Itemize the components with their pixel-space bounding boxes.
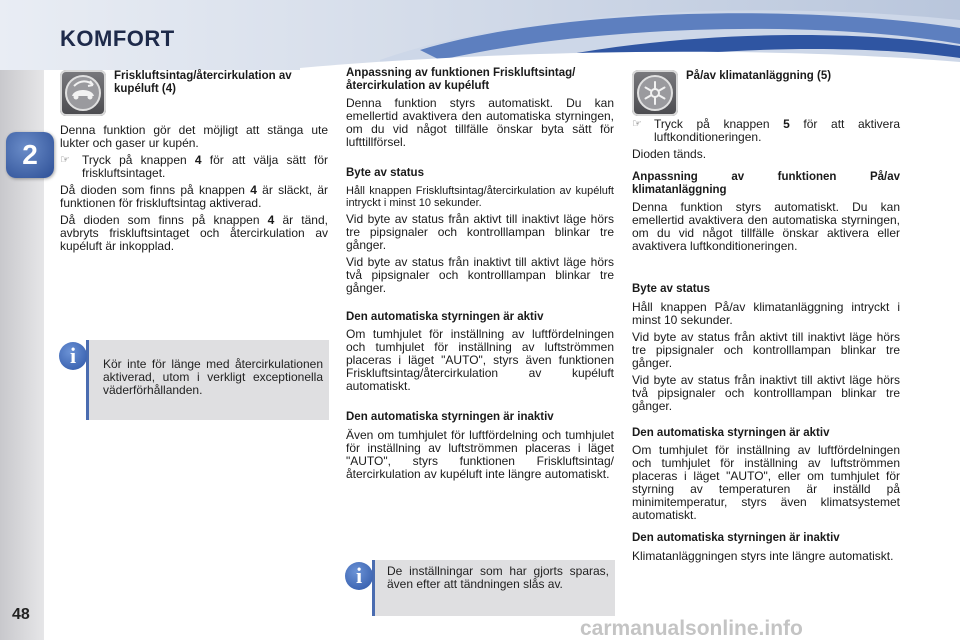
fan-recirculation-icon xyxy=(60,70,106,116)
instruction-bullet xyxy=(632,118,900,144)
text-active-to-inactive: Vid byte av status från aktivt till inaktivt läge hörs tre pipsignaler och kontrolllampan blinkar tre gånger. xyxy=(632,329,900,370)
subheading-auto-active: Den automatiska styrningen är aktiv xyxy=(632,426,830,439)
subheading-auto-inactive: Den automatiska styrningen är inaktiv xyxy=(346,411,554,423)
finger-bullet-icon: ☞ xyxy=(60,154,70,166)
text-hold-ac-button: Håll knappen På/av klimatanläggning intryckt i minst 10 sekunder. xyxy=(632,299,900,327)
text-adapt-recirc: Denna funktion styrs automatiskt. Du kan emellertid avaktivera den automatiska styrningen, om du vid något tillfälle önskar byta sätt för lufttillförsel. xyxy=(346,96,614,149)
info-text: De inställningar som har gjorts sparas, även efter att tändningen slås av. xyxy=(387,564,609,591)
text-inactive-to-active: Vid byte av status från inaktivt till aktivt läge hörs två pipsignaler och kontrolllampan blinkar tre gånger. xyxy=(632,372,900,413)
button-number: 4 xyxy=(194,153,202,167)
section-heading-recirculation: Friskluftsintag/återcirkulation av kupéluft (4) xyxy=(114,70,292,95)
info-icon: i xyxy=(59,342,87,370)
info-box-recirculation xyxy=(69,340,329,420)
section-heading-adapt-ac: Anpassning av funktionen På/av klimatanläggning xyxy=(632,171,900,196)
button-number: 5 xyxy=(783,117,790,131)
text-diode-lights: Dioden tänds. xyxy=(632,147,707,161)
finger-bullet-icon: ☞ xyxy=(632,118,642,130)
text-auto-inactive: Klimatanläggningen styrs inte längre automatiskt. xyxy=(632,548,894,563)
text-auto-active: Om tumhjulet för inställning av luftfördelningen och tumhjulet för inställning av luftströmmen placeras i läget "AUTO", eller om tumhjulet för styrning av temperaturen är inställd på minimitemperatur, styrs även klimatsystemet automatiskt. xyxy=(632,443,900,522)
bullet-text: för att välja sätt för friskluftsintaget. xyxy=(82,153,328,180)
watermark: carmanualsonline.info xyxy=(580,617,803,640)
subheading-status-change: Byte av status xyxy=(346,167,424,179)
info-text: Kör inte för länge med återcirkulationen aktiverad, utom i verkligt exceptionella väderförhållanden. xyxy=(103,357,323,397)
info-box-settings-saved xyxy=(355,560,615,616)
text-active-to-inactive: Vid byte av status från aktivt till inaktivt läge hörs tre pipsignaler och kontrolllampan blinkar tre gånger. xyxy=(346,211,614,252)
text-auto-inactive: Även om tumhjulet för luftfördelning och tumhjulet för inställning av luftströmmen placeras i läget "AUTO", styrs funktionen Friskluftsintag/återcirkulation av kupéluft inte längre automatiskt. xyxy=(346,427,614,481)
subheading-auto-active: Den automatiska styrningen är aktiv xyxy=(346,310,544,323)
bullet-text: för att aktivera luftkonditioneringen. xyxy=(654,117,900,144)
text-diode-off: Då dioden som finns på knappen 4 är släckt, är funktionen för friskluftsintag aktiverad. xyxy=(60,183,328,210)
text-recirculation-intro: Denna funktion gör det möjligt att stänga ute lukter och gaser ur kupén. xyxy=(60,123,328,150)
text-adapt-ac: Denna funktion styrs automatiskt. Du kan emellertid avaktivera den automatiska styrningen, om du vid något tillfälle önskar aktivera eller avaktivera luftkonditioneringen. xyxy=(632,200,900,253)
bullet-text: Tryck på knappen xyxy=(654,117,784,131)
info-icon: i xyxy=(345,562,373,590)
text-inactive-to-active: Vid byte av status från inaktivt till aktivt läge hörs två pipsignaler och kontrolllampan blinkar tre gånger. xyxy=(346,254,614,295)
subheading-auto-inactive: Den automatiska styrningen är inaktiv xyxy=(632,532,840,544)
page-title: KOMFORT xyxy=(60,26,175,51)
instruction-bullet xyxy=(60,154,328,180)
section-heading-ac: På/av klimatanläggning (5) xyxy=(686,70,832,82)
chapter-tab: 2 xyxy=(6,132,54,178)
bullet-text: Tryck på knappen xyxy=(82,153,195,167)
section-heading-adapt-recirc: Anpassning av funktionen Friskluftsintag/återcirkulation av kupéluft xyxy=(346,67,576,92)
text-hold-button: Håll knappen Friskluftsintag/återcirkulation av kupéluft intryckt i minst 10 sekunder. xyxy=(346,184,614,209)
text-diode-on: Då dioden som finns på knappen 4 är tänd, avbryts friskluftsintaget och återcirkulation av kupéluft är inkopplad. xyxy=(60,213,328,253)
snowflake-ac-icon xyxy=(632,70,678,116)
page-number: 48 xyxy=(12,606,30,623)
text-auto-active: Om tumhjulet för inställning av luftfördelningen och tumhjulet för inställning av luftströmmen placeras i läget "AUTO", styrs även funktionen Friskluftsintag/återcirkulation av kupéluft automatiskt. xyxy=(346,327,614,393)
subheading-status-change: Byte av status xyxy=(632,283,710,295)
